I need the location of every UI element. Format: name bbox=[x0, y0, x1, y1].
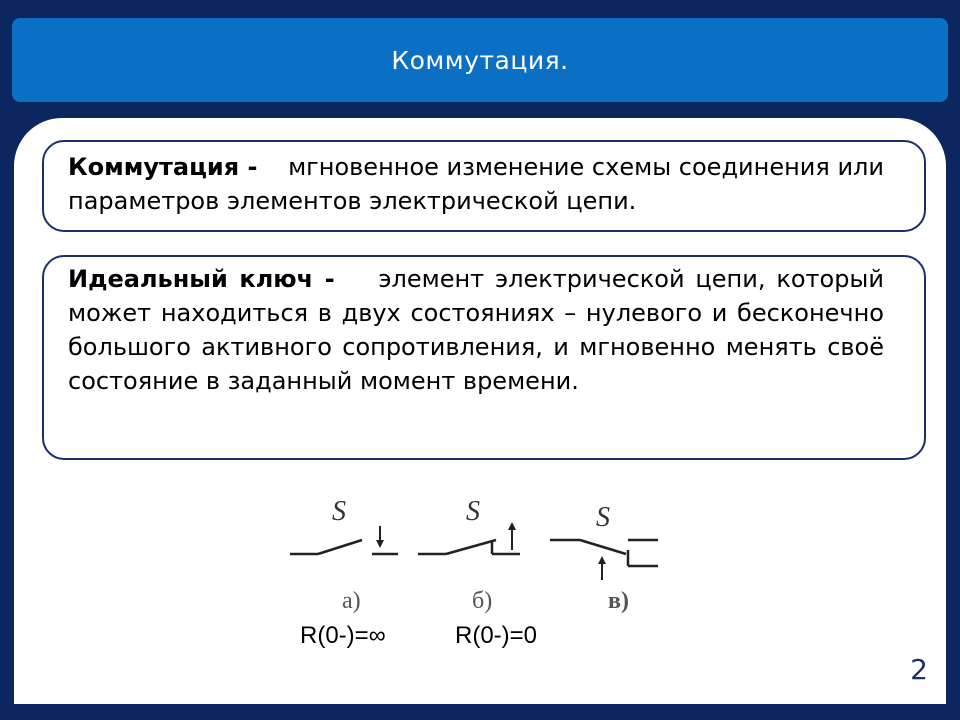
switch-b bbox=[418, 496, 520, 614]
switch-c bbox=[550, 502, 658, 614]
definition-text: элемент электрической цепи, который может находиться в двух состояниях – нулевого и бесконечно большого активного сопротивления, и мгновенно менять своё состояние в заданный момент времени. bbox=[68, 265, 884, 395]
definition-term: Идеальный ключ - bbox=[68, 265, 335, 293]
slide-title: Коммутация. bbox=[391, 45, 569, 75]
definition-text: мгновенное изменение схемы соединения или параметров элементов электрической цепи. bbox=[68, 153, 884, 215]
case-label: б) bbox=[472, 588, 493, 614]
switch-symbol: S bbox=[332, 496, 346, 527]
case-label: а) bbox=[342, 588, 361, 614]
definition-term: Коммутация - bbox=[68, 153, 258, 181]
resistance-closed-label: R(0-)=0 bbox=[455, 622, 538, 649]
definition-box-commutation bbox=[42, 140, 926, 232]
case-label: в) bbox=[608, 588, 629, 614]
page-number: 2 bbox=[910, 653, 928, 686]
slide-title-bar bbox=[12, 18, 948, 102]
switch-symbol: S bbox=[466, 496, 480, 527]
switch-symbol: S bbox=[596, 502, 610, 533]
switch-diagram bbox=[280, 490, 670, 620]
definition-box-ideal-key bbox=[42, 255, 926, 460]
resistance-open-label: R(0-)=∞ bbox=[300, 622, 386, 649]
switch-a bbox=[290, 496, 398, 614]
